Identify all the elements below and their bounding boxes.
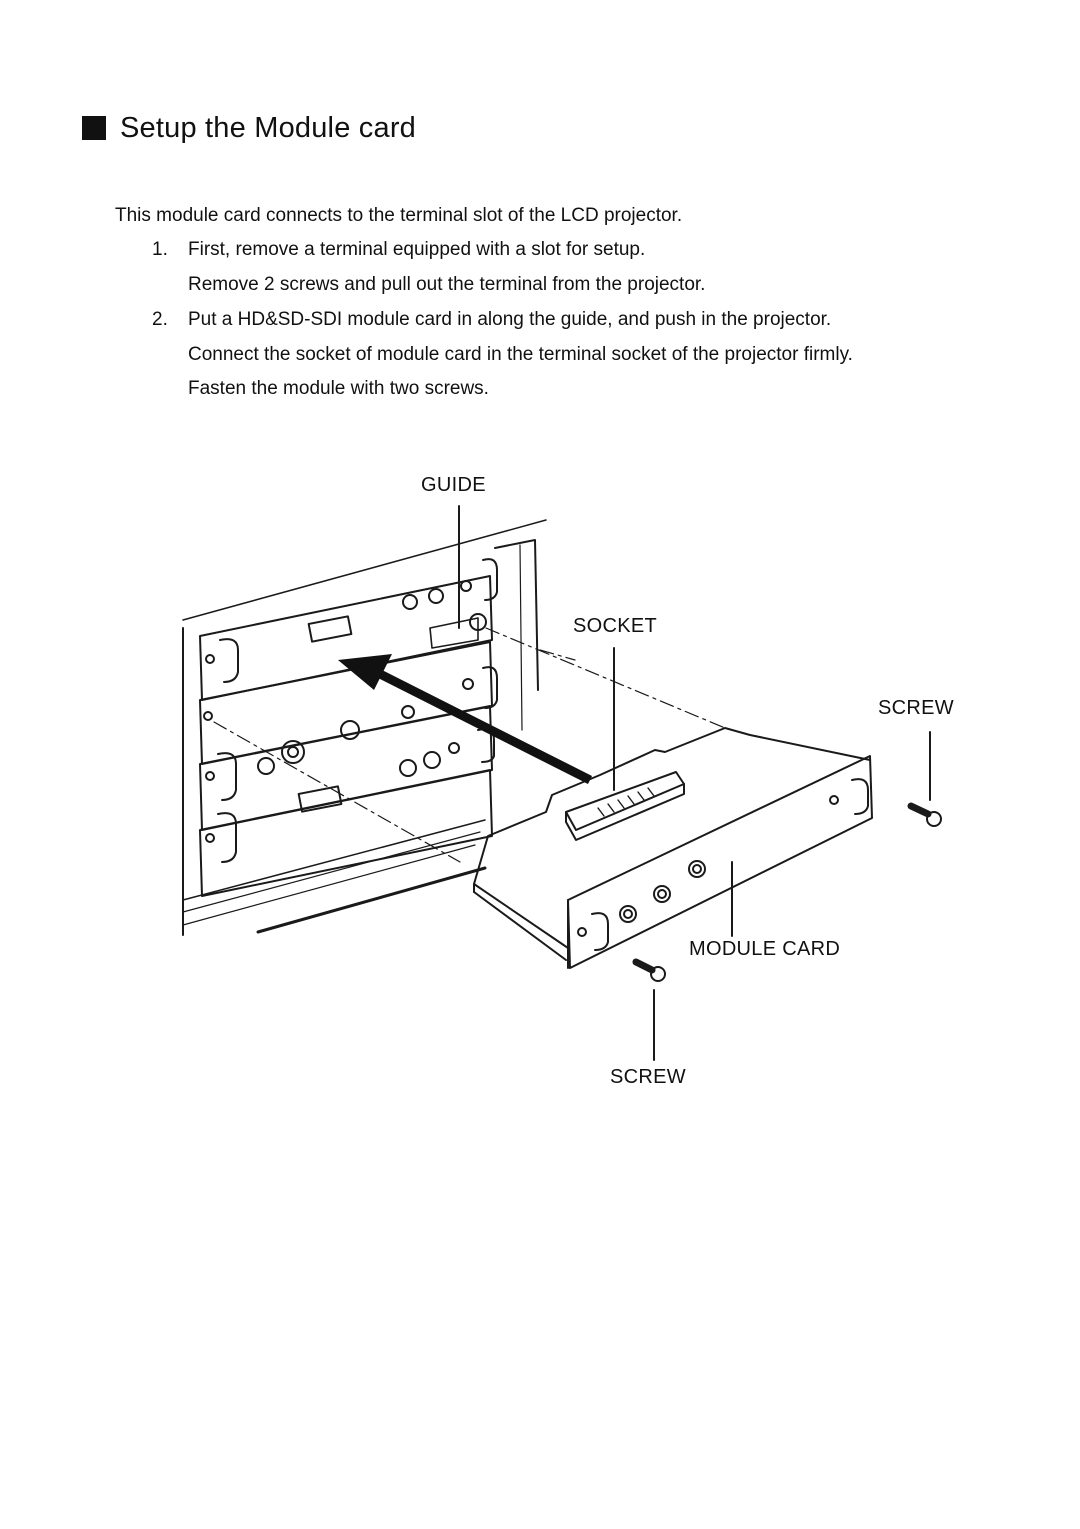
step-2-line-1: Put a HD&SD-SDI module card in along the guide, and push in the projector. bbox=[188, 309, 832, 330]
screw-label: SCREW bbox=[878, 697, 954, 719]
screw-label: SCREW bbox=[610, 1066, 686, 1088]
socket-label: SOCKET bbox=[573, 615, 658, 637]
step-2-line-2: Connect the socket of module card in the terminal socket of the projector firmly. bbox=[188, 344, 853, 365]
step-1-line-2: Remove 2 screws and pull out the terminal from the projector. bbox=[188, 274, 706, 295]
screw-icon bbox=[636, 962, 665, 981]
guide-label: GUIDE bbox=[421, 474, 486, 496]
step-1-line-1: First, remove a terminal equipped with a slot for setup. bbox=[188, 239, 646, 260]
screw-icon bbox=[911, 806, 941, 826]
module-card-label: MODULE CARD bbox=[689, 938, 841, 960]
step-number: 2. bbox=[152, 309, 168, 330]
step-2-line-3: Fasten the module with two screws. bbox=[188, 378, 489, 399]
intro-text: This module card connects to the terminal slot of the LCD projector. bbox=[115, 205, 683, 226]
module-card-icon bbox=[474, 728, 872, 968]
step-number: 1. bbox=[152, 239, 168, 260]
page-title: Setup the Module card bbox=[120, 111, 416, 144]
insert-arrow-icon bbox=[338, 654, 590, 780]
